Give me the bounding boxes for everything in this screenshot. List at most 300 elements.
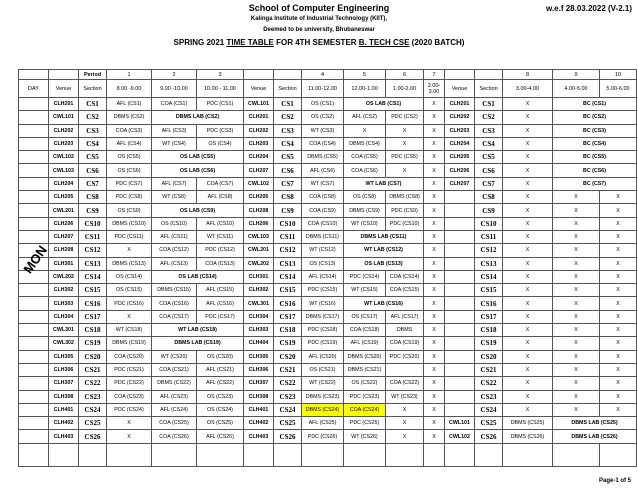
slot-2-cell: WT (CS8) — [152, 191, 197, 204]
slot-3-cell: OS (CS4) — [197, 137, 244, 150]
venue-3-cell — [445, 270, 475, 283]
venue-2-cell: CLH402 — [244, 417, 274, 430]
slot-5-cell: WT (CS26) — [344, 430, 386, 443]
slot-7-cell: X — [424, 284, 445, 297]
venue-cell: CWL302 — [49, 337, 79, 350]
slot-5-cell: X — [344, 124, 386, 137]
slot-8-cell: X — [503, 164, 553, 177]
day-cell — [19, 217, 49, 230]
slot-8-cell: X — [503, 270, 553, 283]
venue-3-cell — [445, 403, 475, 416]
slot-8-cell: X — [503, 191, 553, 204]
slot-8-cell: X — [503, 230, 553, 243]
col-section: Section — [475, 80, 503, 98]
venue-3-cell — [445, 244, 475, 257]
institute-name: Kalinga Institute of Industrial Technology (KIIT), — [250, 16, 388, 22]
footer-row — [19, 443, 637, 466]
slot-2-cell: AFL (CS7) — [152, 177, 197, 190]
slot-6-cell: X — [386, 124, 424, 137]
slot-2-cell: OS LAB (CS6) — [152, 164, 244, 177]
venue-2-cell: CLH203 — [244, 137, 274, 150]
section-2-cell: CS26 — [274, 430, 302, 443]
venue-cell: CLH202 — [49, 124, 79, 137]
slot-4-cell: COA (CS9) — [302, 204, 344, 217]
venue-2-cell: CLH204 — [244, 151, 274, 164]
slot-9-cell: X — [553, 377, 600, 390]
slot-5-cell: DBMS (CS4) — [344, 137, 386, 150]
slot-9-cell: X — [553, 390, 600, 403]
section-2-cell: CS4 — [274, 137, 302, 150]
slot-7-cell: X — [424, 390, 445, 403]
slot-9-cell: X — [553, 297, 600, 310]
venue-3-cell: CLH203 — [445, 124, 475, 137]
slot-3-cell: OS (CS25) — [197, 417, 244, 430]
period-num: 3 — [197, 70, 244, 80]
slot-3-cell: AFL (CS16) — [197, 297, 244, 310]
section-3-cell: CS13 — [475, 257, 503, 270]
slot-7-cell: X — [424, 217, 445, 230]
col-day: DAY — [19, 80, 49, 98]
section-cell: CS8 — [79, 191, 107, 204]
slot-3-cell: PDC (CS17) — [197, 310, 244, 323]
slot-8-cell: X — [503, 390, 553, 403]
section-3-cell: CS14 — [475, 270, 503, 283]
venue-cell: CLH201 — [49, 98, 79, 111]
slot-5-cell: DBMS (CS20) — [344, 350, 386, 363]
section-2-cell: CS7 — [274, 177, 302, 190]
slot-1-cell: OS (CS6) — [107, 164, 152, 177]
slot-4-cell: WT (CS3) — [302, 124, 344, 137]
slot-1-cell: DBMS (CS19) — [107, 337, 152, 350]
slot-4-cell: PDC (CS15) — [302, 284, 344, 297]
section-cell: CS19 — [79, 337, 107, 350]
slot-2-cell: COA (CS21) — [152, 363, 197, 376]
day-cell — [19, 284, 49, 297]
venue-cell: CLH207 — [49, 230, 79, 243]
venue-2-cell: CWL103 — [244, 230, 274, 243]
day-cell — [19, 390, 49, 403]
venue-3-cell — [445, 310, 475, 323]
section-3-cell: CS12 — [475, 244, 503, 257]
day-cell — [19, 151, 49, 164]
slot-8-cell: X — [503, 297, 553, 310]
slot-5-cell: AFL (CS2) — [344, 111, 386, 124]
slot-9-cell: X — [553, 204, 600, 217]
period-num: 2 — [152, 70, 197, 80]
table-row — [19, 111, 637, 124]
slot-8-cell: X — [503, 111, 553, 124]
venue-cell: CLH205 — [49, 191, 79, 204]
period-num: 9 — [553, 70, 600, 80]
day-cell — [19, 297, 49, 310]
section-2-cell: CS6 — [274, 164, 302, 177]
venue-3-cell — [445, 284, 475, 297]
venue-3-cell: CLH205 — [445, 151, 475, 164]
table-row — [19, 244, 637, 257]
section-2-cell: CS14 — [274, 270, 302, 283]
slot-8-cell: X — [503, 350, 553, 363]
slot-3-cell: OS (CS20) — [197, 350, 244, 363]
slot-4-cell: WT (CS16) — [302, 297, 344, 310]
day-cell — [19, 310, 49, 323]
section-3-cell: CS18 — [475, 324, 503, 337]
slot-3-cell: WT (CS11) — [197, 230, 244, 243]
period-num: 4 — [302, 70, 344, 80]
venue-2-cell: CLH202 — [244, 124, 274, 137]
slot-9-cell: X — [553, 284, 600, 297]
venue-2-cell: CLH304 — [244, 310, 274, 323]
col-time: 1.00-2.00 — [386, 80, 424, 98]
venue-2-cell: CLH206 — [244, 217, 274, 230]
table-row — [19, 230, 637, 243]
section-2-cell: CS2 — [274, 111, 302, 124]
table-row — [19, 151, 637, 164]
slot-5-cell: OS (CS17) — [344, 310, 386, 323]
slot-5-cell: OS LAB (CS13) — [344, 257, 424, 270]
slot-1-cell: OS (CS15) — [107, 284, 152, 297]
slot-2-cell: AFL (CS11) — [152, 230, 197, 243]
period-num: 1 — [107, 70, 152, 80]
slot-3-cell: COA (CS7) — [197, 177, 244, 190]
day-cell — [19, 324, 49, 337]
slot-5-cell: DBMS (CS21) — [344, 363, 386, 376]
venue-2-cell: CWL201 — [244, 244, 274, 257]
section-cell: CS5 — [79, 151, 107, 164]
section-3-cell: CS10 — [475, 217, 503, 230]
day-cell — [19, 337, 49, 350]
section-cell: CS15 — [79, 284, 107, 297]
slot-2-cell: OS LAB (CS5) — [152, 151, 244, 164]
slot-10-cell: X — [600, 284, 637, 297]
section-cell: CS16 — [79, 297, 107, 310]
slot-8-cell: X — [503, 363, 553, 376]
slot-8-cell: X — [503, 98, 553, 111]
slot-5-cell: OS (CS8) — [344, 191, 386, 204]
school-title: School of Computer Engineering — [248, 3, 390, 13]
slot-5-cell: DBMS (CS9) — [344, 204, 386, 217]
slot-9-cell: X — [553, 270, 600, 283]
venue-3-cell — [445, 350, 475, 363]
slot-1-cell: PDC (CS8) — [107, 191, 152, 204]
venue-2-cell: CLH208 — [244, 204, 274, 217]
venue-3-cell — [445, 297, 475, 310]
section-2-cell: CS11 — [274, 230, 302, 243]
slot-8-cell: X — [503, 244, 553, 257]
slot-6-cell: PDC (CS2) — [386, 111, 424, 124]
day-cell — [19, 111, 49, 124]
section-cell: CS11 — [79, 230, 107, 243]
table-row — [19, 390, 637, 403]
venue-3-cell: CLH204 — [445, 137, 475, 150]
section-2-cell: CS17 — [274, 310, 302, 323]
slot-6-cell: COA (CS15) — [386, 284, 424, 297]
table-row — [19, 430, 637, 443]
venue-2-cell: CLH303 — [244, 324, 274, 337]
slot-3-cell: AFL (CS15) — [197, 284, 244, 297]
section-2-cell: CS3 — [274, 124, 302, 137]
slot-10-cell: X — [600, 363, 637, 376]
slot-6-cell: X — [386, 164, 424, 177]
slot-10-cell: X — [600, 244, 637, 257]
slot-6-cell: X — [386, 430, 424, 443]
col-time: 5.00-6.00 — [600, 80, 637, 98]
slot-9-cell: X — [553, 310, 600, 323]
slot-7-cell: X — [424, 177, 445, 190]
slot-1-cell: X — [107, 244, 152, 257]
slot-1-cell: AFL (CS1) — [107, 98, 152, 111]
section-3-cell: CS15 — [475, 284, 503, 297]
slot-6-cell: COA (CS19) — [386, 337, 424, 350]
venue-2-cell: CLH301 — [244, 270, 274, 283]
slot-4-cell: WT (CS7) — [302, 177, 344, 190]
table-row — [19, 137, 637, 150]
table-row — [19, 98, 637, 111]
slot-2-cell: COA (CS1) — [152, 98, 197, 111]
slot-7-cell: X — [424, 244, 445, 257]
section-cell: CS1 — [79, 98, 107, 111]
section-2-cell: CS21 — [274, 363, 302, 376]
slot-7-cell: X — [424, 337, 445, 350]
venue-2-cell: CLH305 — [244, 350, 274, 363]
slot-8-cell: X — [503, 151, 553, 164]
slot-5-cell: WT (CS10) — [344, 217, 386, 230]
section-cell: CS3 — [79, 124, 107, 137]
section-cell: CS9 — [79, 204, 107, 217]
slot-2-cell: COA (CS12) — [152, 244, 197, 257]
table-row — [19, 204, 637, 217]
slot-4-cell: DBMS (CS17) — [302, 310, 344, 323]
slot-9-cell: X — [553, 403, 600, 416]
venue-3-cell — [445, 324, 475, 337]
section-2-cell: CS12 — [274, 244, 302, 257]
slot-3-cell: AFL (CS26) — [197, 430, 244, 443]
slot-5-cell: WT LAB (CS12) — [344, 244, 424, 257]
day-label: MON — [20, 242, 51, 277]
day-cell — [19, 191, 49, 204]
venue-2-cell: CLH201 — [244, 111, 274, 124]
day-cell — [19, 204, 49, 217]
col-time: 10.00 - 11.00 — [197, 80, 244, 98]
slot-7-cell: X — [424, 204, 445, 217]
slot-9-cell: BC (CS1) — [553, 98, 637, 111]
slot-5-cell: COA (CS24) — [344, 403, 386, 416]
slot-10-cell: X — [600, 390, 637, 403]
venue-2-cell: CLH404 — [244, 337, 274, 350]
section-3-cell: CS21 — [475, 363, 503, 376]
venue-cell: CLH308 — [49, 390, 79, 403]
table-row — [19, 310, 637, 323]
slot-4-cell: DBMS (CS11) — [302, 230, 344, 243]
venue-cell: CWL102 — [49, 151, 79, 164]
slot-2-cell: WT (CS4) — [152, 137, 197, 150]
slot-9-cell: BC (CS4) — [553, 137, 637, 150]
section-3-cell: CS26 — [475, 430, 503, 443]
slot-8-cell: X — [503, 217, 553, 230]
day-cell — [19, 377, 49, 390]
slot-4-cell: OS (CS13) — [302, 257, 344, 270]
slot-5-cell: PDC (CS14) — [344, 270, 386, 283]
slot-7-cell: X — [424, 164, 445, 177]
section-3-cell: CS22 — [475, 377, 503, 390]
day-cell — [19, 417, 49, 430]
venue-2-cell: CLH308 — [244, 390, 274, 403]
table-row — [19, 350, 637, 363]
slot-3-cell: AFL (CS8) — [197, 191, 244, 204]
section-3-cell: CS23 — [475, 390, 503, 403]
section-cell: CS21 — [79, 363, 107, 376]
slot-3-cell: OS (CS24) — [197, 403, 244, 416]
section-3-cell: CS16 — [475, 297, 503, 310]
slot-2-cell: AFL (CS3) — [152, 124, 197, 137]
venue-cell: CLH206 — [49, 217, 79, 230]
venue-cell: CLH303 — [49, 297, 79, 310]
slot-4-cell: COA (CS4) — [302, 137, 344, 150]
slot-8-cell: X — [503, 204, 553, 217]
slot-10-cell: X — [600, 270, 637, 283]
section-2-cell: CS1 — [274, 98, 302, 111]
section-cell: CS14 — [79, 270, 107, 283]
venue-cell: CWL103 — [49, 164, 79, 177]
slot-2-cell: DBMS (CS15) — [152, 284, 197, 297]
slot-10-cell: X — [600, 204, 637, 217]
table-row — [19, 324, 637, 337]
slot-1-cell: COA (CS20) — [107, 350, 152, 363]
slot-8-cell: X — [503, 284, 553, 297]
section-2-cell: CS24 — [274, 403, 302, 416]
slot-5-cell: COA (CS5) — [344, 151, 386, 164]
slot-3-cell: COA (CS13) — [197, 257, 244, 270]
slot-2-cell: DBMS LAB (CS19) — [152, 337, 244, 350]
venue-2-cell: CLH403 — [244, 430, 274, 443]
venue-3-cell — [445, 377, 475, 390]
col-time: 8.00 -9.00 — [107, 80, 152, 98]
slot-1-cell: X — [107, 430, 152, 443]
slot-7-cell: X — [424, 137, 445, 150]
slot-5-cell: COA (CS18) — [344, 324, 386, 337]
section-2-cell: CS8 — [274, 191, 302, 204]
slot-5-cell: DBMS LAB (CS11) — [344, 230, 424, 243]
section-2-cell: CS20 — [274, 350, 302, 363]
section-3-cell: CS6 — [475, 164, 503, 177]
slot-1-cell: COA (CS23) — [107, 390, 152, 403]
table-row — [19, 403, 637, 416]
slot-4-cell: AFL (CS25) — [302, 417, 344, 430]
slot-9-cell: BC (CS7) — [553, 177, 637, 190]
period-num: 6 — [386, 70, 424, 80]
col-section: Section — [274, 80, 302, 98]
venue-2-cell: CWL102 — [244, 177, 274, 190]
slot-7-cell: X — [424, 124, 445, 137]
section-cell: CS22 — [79, 377, 107, 390]
slot-1-cell: WT (CS18) — [107, 324, 152, 337]
venue-cell: CLH302 — [49, 284, 79, 297]
slot-2-cell: COA (CS25) — [152, 417, 197, 430]
deemed-university: Deemed to be university, Bhubaneswar — [263, 27, 375, 33]
section-cell: CS17 — [79, 310, 107, 323]
slot-1-cell: DBMS (CS10) — [107, 217, 152, 230]
slot-6-cell: AFL (CS17) — [386, 310, 424, 323]
slot-1-cell: X — [107, 417, 152, 430]
section-cell: CS20 — [79, 350, 107, 363]
section-3-cell: CS2 — [475, 111, 503, 124]
venue-cell: CLH402 — [49, 417, 79, 430]
section-2-cell: CS19 — [274, 337, 302, 350]
section-3-cell: CS9 — [475, 204, 503, 217]
slot-2-cell: AFL (CS23) — [152, 390, 197, 403]
slot-8-cell: DBMS (CS26) — [503, 430, 553, 443]
venue-3-cell — [445, 390, 475, 403]
slot-5-cell: OS LAB (CS1) — [344, 98, 424, 111]
slot-4-cell: OS (CS2) — [302, 111, 344, 124]
slot-2-cell: AFL (CS24) — [152, 403, 197, 416]
venue-cell: CLH306 — [49, 363, 79, 376]
section-cell: CS12 — [79, 244, 107, 257]
slot-3-cell: PDC (CS3) — [197, 124, 244, 137]
section-3-cell: CS24 — [475, 403, 503, 416]
slot-7-cell: X — [424, 297, 445, 310]
slot-9-cell: DBMS LAB (CS26) — [553, 430, 637, 443]
page-number: Page-1 of 5 — [598, 478, 631, 484]
venue-3-cell — [445, 257, 475, 270]
slot-1-cell: DBMS (CS2) — [107, 111, 152, 124]
slot-4-cell: COA (CS8) — [302, 191, 344, 204]
table-row — [19, 257, 637, 270]
section-cell: CS25 — [79, 417, 107, 430]
section-cell: CS24 — [79, 403, 107, 416]
slot-9-cell: X — [553, 324, 600, 337]
slot-9-cell: DBMS LAB (CS25) — [553, 417, 637, 430]
section-cell: CS2 — [79, 111, 107, 124]
venue-3-cell — [445, 191, 475, 204]
slot-10-cell: X — [600, 337, 637, 350]
slot-6-cell: X — [386, 417, 424, 430]
slot-8-cell: DBMS (CS25) — [503, 417, 553, 430]
section-2-cell: CS9 — [274, 204, 302, 217]
slot-7-cell: X — [424, 377, 445, 390]
section-3-cell: CS8 — [475, 191, 503, 204]
col-venue: Venue — [445, 80, 475, 98]
section-2-cell: CS15 — [274, 284, 302, 297]
table-row — [19, 124, 637, 137]
col-time: 11.00-12.00 — [302, 80, 344, 98]
slot-6-cell: PDC (CS9) — [386, 204, 424, 217]
section-2-cell: CS23 — [274, 390, 302, 403]
section-2-cell: CS16 — [274, 297, 302, 310]
venue-cell: CWL202 — [49, 270, 79, 283]
slot-10-cell: X — [600, 257, 637, 270]
venue-3-cell — [445, 337, 475, 350]
slot-10-cell: X — [600, 217, 637, 230]
slot-1-cell: PDC (CS22) — [107, 377, 152, 390]
slot-6-cell: COA (CS22) — [386, 377, 424, 390]
slot-5-cell: WT LAB (CS16) — [344, 297, 424, 310]
slot-8-cell: X — [503, 324, 553, 337]
table-row — [19, 177, 637, 190]
slot-7-cell: X — [424, 111, 445, 124]
slot-4-cell: DBMS (CS23) — [302, 390, 344, 403]
col-venue: Venue — [244, 80, 274, 98]
slot-3-cell: PDC (CS12) — [197, 244, 244, 257]
slot-9-cell: BC (CS5) — [553, 151, 637, 164]
slot-4-cell: WT (CS12) — [302, 244, 344, 257]
venue-2-cell: CLH307 — [244, 377, 274, 390]
slot-1-cell: PDC (CS24) — [107, 403, 152, 416]
timetable-grid — [18, 69, 637, 467]
slot-4-cell: OS (CS21) — [302, 363, 344, 376]
slot-8-cell: X — [503, 310, 553, 323]
table-row — [19, 284, 637, 297]
slot-6-cell: PDC (CS10) — [386, 217, 424, 230]
